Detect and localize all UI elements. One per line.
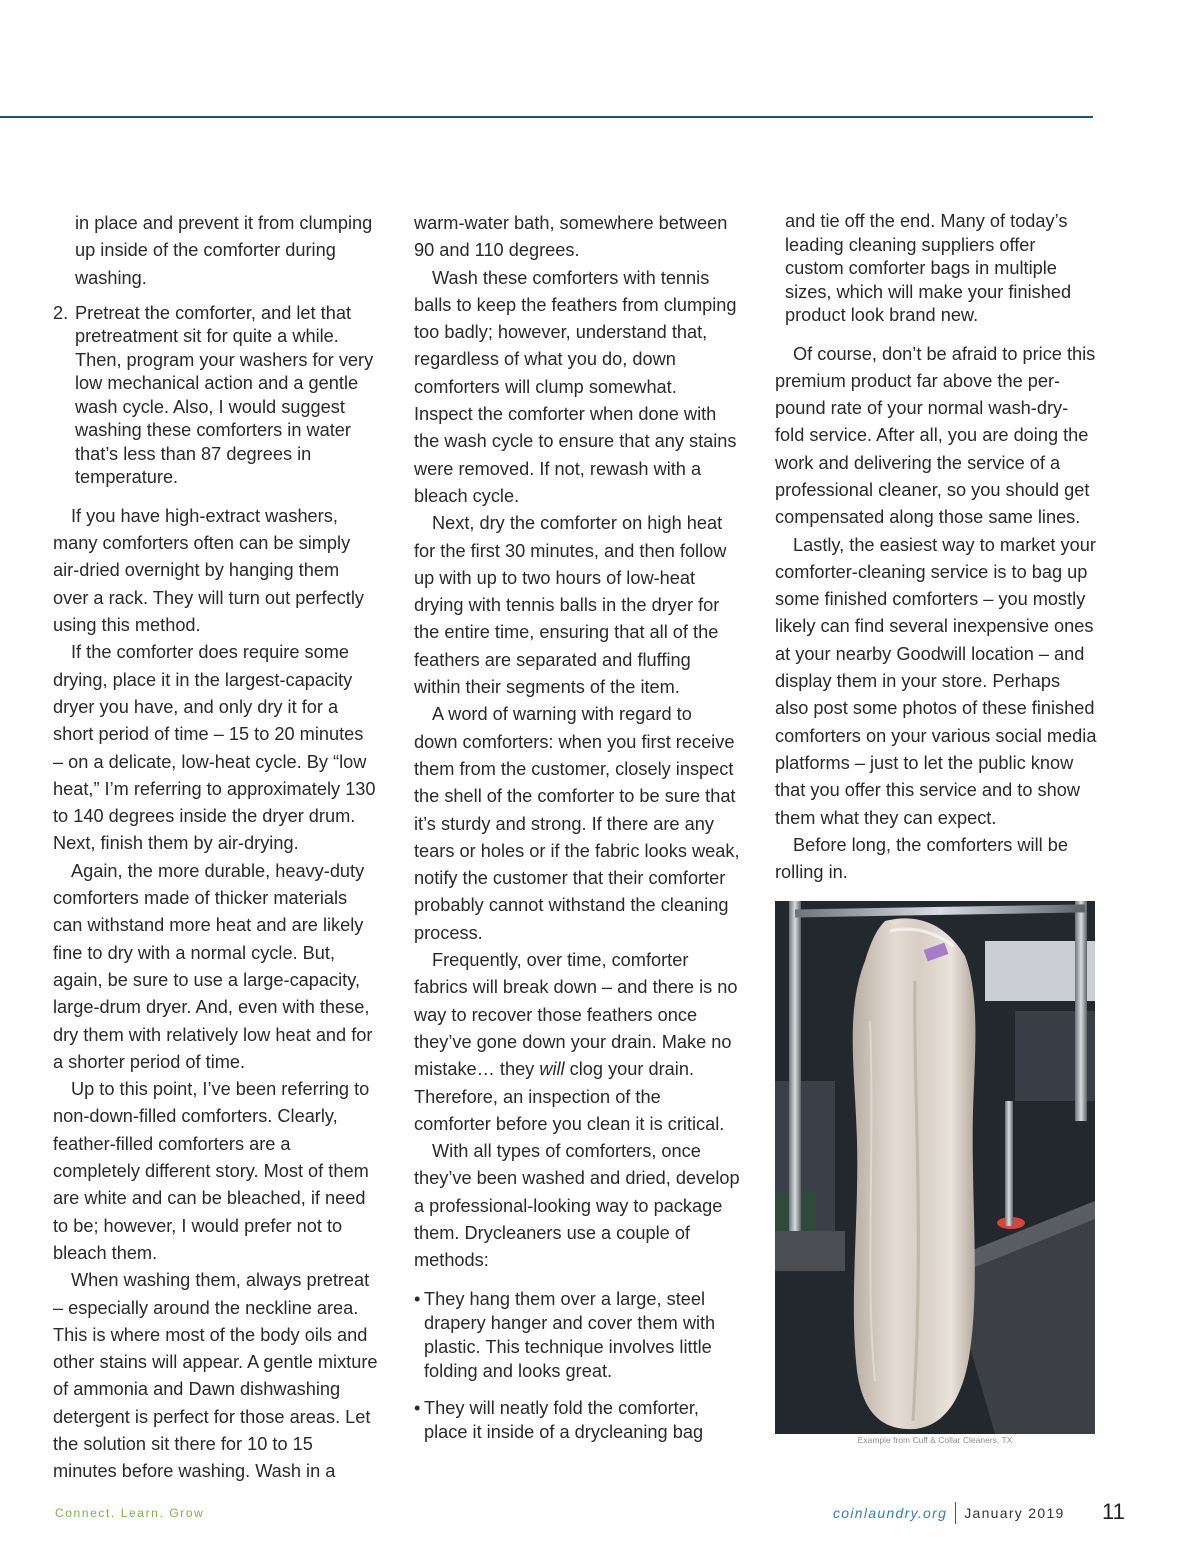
paragraph: A word of warning with regard to down comforters: when you first receive them from the customer, closely inspect the shell of the comforter to be sure that it’s sturdy and strong. If there are any tears or holes or if the fabric looks weak, notify the customer that their comforter probably cannot withstand the cleaning process. [414,704,740,943]
photo-caption: Example from Cuff & Collar Cleaners, TX [857,1435,1013,1445]
list-number: 2. [53,302,69,323]
bullet-icon: • [414,1288,421,1309]
bullet-text: They will neatly fold the comforter, place it inside of a drycleaning bag [424,1397,704,1442]
paragraph: With all types of comforters, once they’ve been washed and dried, develop a professional-looking way to package them. Drycleaners use a couple of methods: [414,1141,740,1271]
text-run: clog your drain. Therefore, an inspection of the comforter before you clean it is critical. [414,1059,725,1134]
list-continuation: in place and prevent it from clumping up inside of the comforter during washing. [75,213,373,288]
paragraph: Lastly, the easiest way to market your comforter-cleaning service is to bag up some finished comforters – you mostly likely can find several inexpensive ones at your nearby Goodwill location – and display them in your store. Perhaps also post some photos of these finished comforters on your various social media platforms – just to let the public know that you offer this service and to show them what they can expect. [775,534,1097,828]
comforter-bag-illustration [775,901,1095,1434]
footer-divider [955,1502,956,1524]
bullet-item [414,1396,740,1444]
footer-tagline: Connect. Learn. Grow [55,1506,205,1520]
paragraph: warm-water bath, somewhere between 90 and 110 degrees. [414,213,728,261]
text-run: Frequently, over time, comforter fabrics will break down – and there is no way to recover those feathers once they’ve gone down your drain. Make no mistake… they [414,950,738,1080]
bullet-continuation: and tie off the end. Many of today’s leading cleaning suppliers offer custom comforter bags in multiple sizes, which will make your finished product look brand new. [785,211,1072,325]
footer-publication [833,1502,1065,1524]
paragraph: Before long, the comforters will be rolling in. [775,834,1068,883]
paragraph [414,947,740,1138]
paragraph: Of course, don’t be afraid to price this premium product far above the per-pound rate of your normal wash-dry-fold service. After all, you are doing the work and delivering the service of a professional cleaner, so you should get compensated along those same lines. [775,343,1096,528]
paragraph: When washing them, always pretreat – especially around the neckline area. This is where most of the body oils and other stains will appear. A gentle mixture of ammonia and Dawn dishwashing detergent is perfect for those areas. Let the solution sit there for 10 to 15 minutes before washing. Wash in a [53,1270,378,1482]
page-number: 11 [1102,1499,1125,1524]
column-1 [53,210,378,1486]
footer-date: January 2019 [964,1505,1065,1521]
bullet-icon: • [414,1397,421,1418]
emphasis: will [539,1059,565,1080]
column-3 [775,210,1097,886]
bullet-text: They hang them over a large, steel drapery hanger and cover them with plastic. This technique involves little folding and looks great. [424,1288,716,1381]
paragraph: Wash these comforters with tennis balls to keep the feathers from clumping too badly; however, understand that, regardless of what you do, down comforters will clump somewhat. Inspect the comforter when done with the wash cycle to ensure that any stains were removed. If not, rewash with a bleach cycle. [414,267,737,506]
column-2 [414,210,740,1444]
paragraph: If you have high-extract washers, many comforters often can be simply air-dried overnight by hanging them over a rack. They will turn out perfectly using this method. [53,505,364,636]
paragraph: Up to this point, I’ve been referring to non-down-filled comforters. Clearly, feather-filled comforters are a completely different story. Most of them are white and can be bleached, if need to be; however, I would prefer not to bleach them. [53,1079,370,1263]
header-rule [0,116,1093,118]
comforter-photo [775,901,1095,1434]
numbered-item-2 [53,302,378,490]
paragraph: Next, dry the comforter on high heat for the first 30 minutes, and then follow up with up to two hours of low-heat drying with tennis balls in the dryer for the entire time, ensuring that all of the feathers are separated and fluffing within their segments of the item. [414,513,727,698]
bullet-item [414,1287,740,1383]
paragraph: If the comforter does require some drying, place it in the largest-capacity dryer you have, and only dry it for a short period of time – 15 to 20 minutes – on a delicate, low-heat cycle. By “low heat,” I’m referring to approximately 130 to 140 degrees inside the dryer drum. Next, finish them by air-drying. [53,642,376,854]
list-item-text: Pretreat the comforter, and let that pretreatment sit for quite a while. Then, program your washers for very low mechanical action and a gentle wash cycle. Also, I would suggest washing these comforters in water that’s less than 87 degrees in temperature. [75,302,374,488]
paragraph: Again, the more durable, heavy-duty comforters made of thicker materials can withstand more heat and are likely fine to dry with a normal cycle. But, again, be sure to use a large-capacity, large-drum dryer. And, even with these, dry them with relatively low heat and for a shorter period of time. [53,860,373,1072]
footer-site-link[interactable]: coinlaundry.org [833,1505,948,1521]
